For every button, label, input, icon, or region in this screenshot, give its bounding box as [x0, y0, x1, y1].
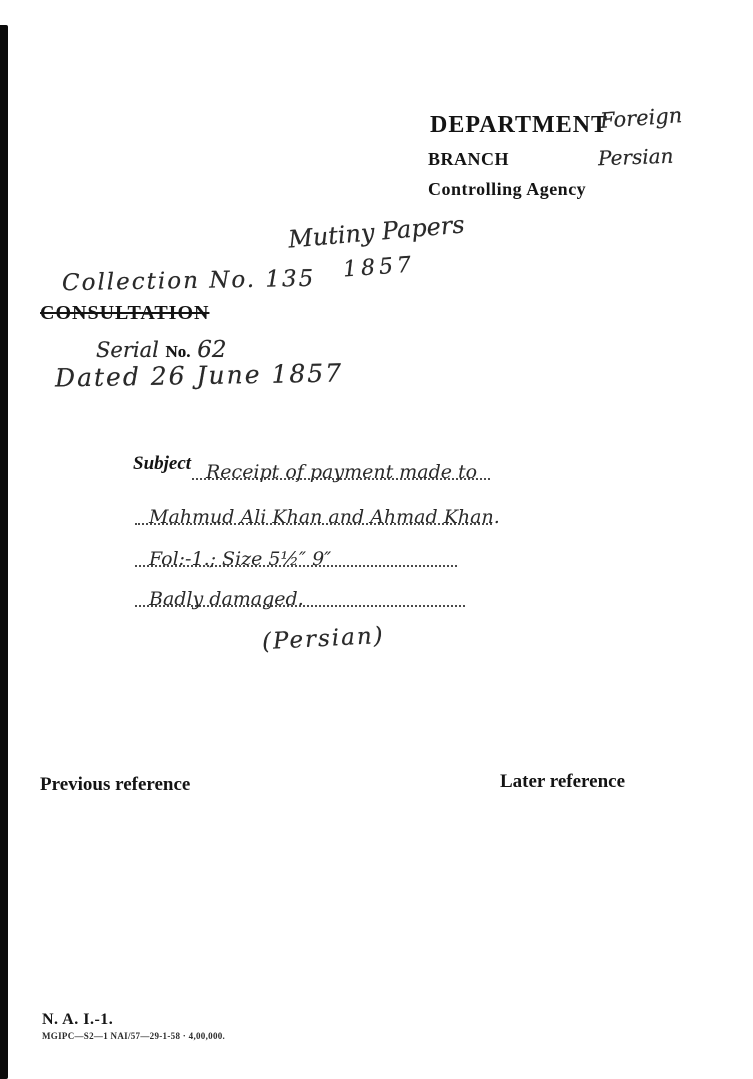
serial-line: [96, 337, 227, 363]
subject-line-4: [135, 575, 465, 610]
controlling-agency-label: Controlling Agency: [428, 179, 587, 199]
language-note-handwritten: (Persian): [261, 622, 386, 656]
department-handwritten-value: Foreign: [599, 103, 683, 133]
branch-label: BRANCH: [428, 149, 510, 169]
collection-number-handwritten: Collection No. 135: [61, 265, 316, 297]
branch-handwritten-value: Persian: [597, 143, 674, 171]
previous-reference-label: Previous reference: [40, 774, 191, 795]
series-title-handwritten: Mutiny Papers: [287, 210, 466, 254]
department-label: DEPARTMENT: [430, 112, 609, 138]
dated-line-handwritten: Dated 26 June 1857: [54, 358, 344, 393]
subject-line-2: [135, 493, 500, 528]
subject-line-1: [192, 448, 490, 483]
subject-line-1-text: Receipt of payment made to: [206, 461, 478, 483]
later-reference-label: Later reference: [500, 771, 626, 792]
serial-word-handwritten: Serial: [96, 338, 159, 362]
scan-edge-artifact: [0, 25, 8, 1079]
subject-line-4-text: Badly damaged.: [149, 588, 304, 610]
printer-imprint: MGIPC—S2—1 NAI/57—29-1-58 · 4,00,000.: [42, 1031, 226, 1041]
subject-line-3: [135, 535, 457, 570]
form-code: N. A. I.-1.: [42, 1011, 114, 1028]
subject-line-3-text: Fol:-1.; Size 5½″ 9″: [149, 548, 332, 570]
series-year-handwritten: 1857: [342, 252, 416, 283]
subject-label: Subject: [133, 453, 192, 474]
consultation-label-struck: CONSULTATION: [40, 302, 210, 324]
subject-line-2-text: Mahmud Ali Khan and Ahmad Khan.: [149, 506, 500, 528]
serial-value-handwritten: 62: [197, 337, 227, 363]
serial-no-label: No.: [165, 342, 191, 361]
